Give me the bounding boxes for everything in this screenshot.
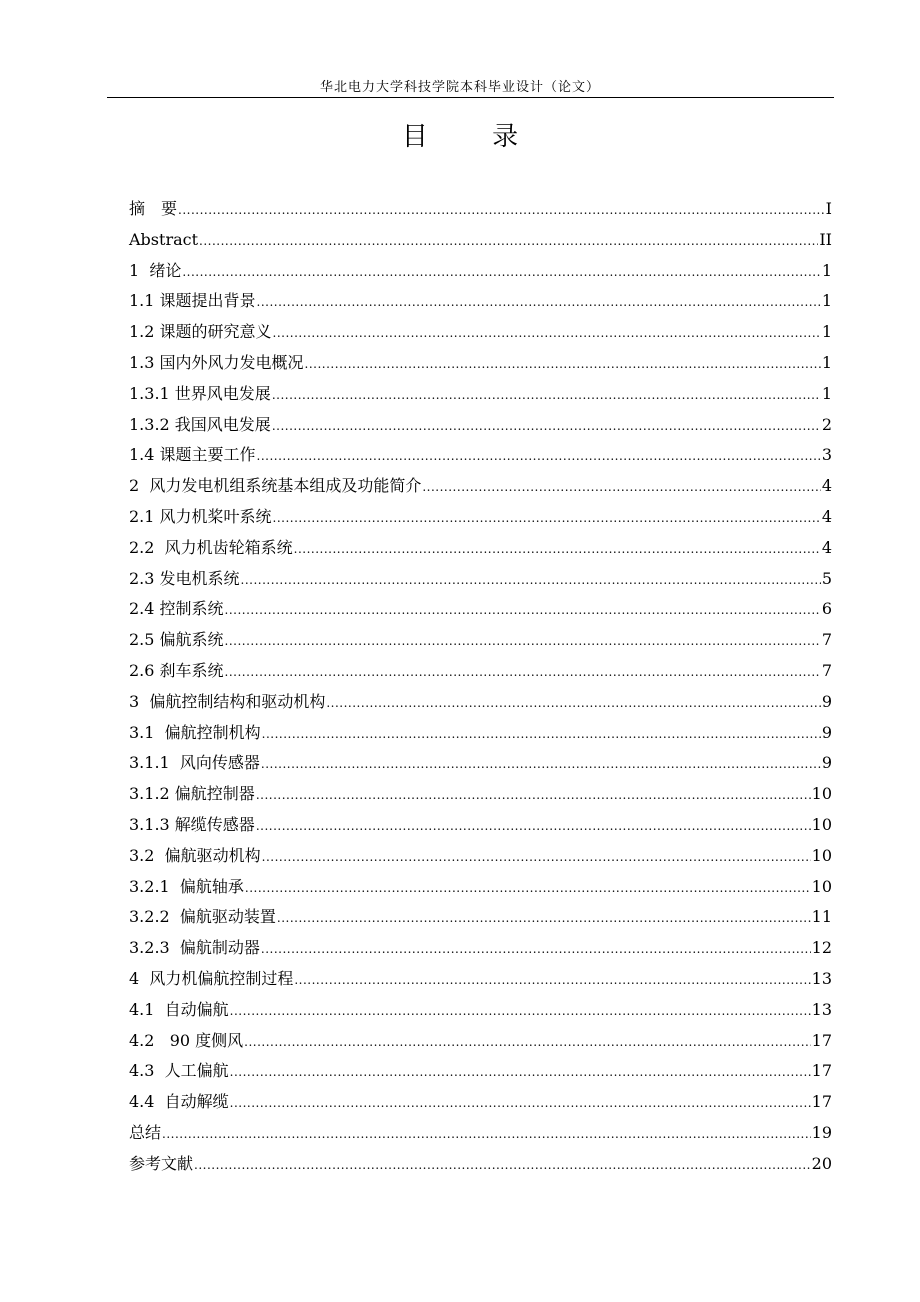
toc-entry[interactable] [129, 718, 832, 749]
toc-entry-label: 1.3.1 世界风电发展 [129, 383, 271, 403]
toc-entry-label: 4.1 自动偏航 [129, 999, 229, 1019]
toc-dot-leader [272, 411, 821, 442]
toc-entry-label: 3 偏航控制结构和驱动机构 [129, 691, 326, 711]
toc-dot-leader [245, 873, 811, 904]
toc-entry-page-number: 17 [811, 1092, 832, 1112]
toc-entry[interactable] [129, 1149, 832, 1180]
toc-entry-label: 2.4 控制系统 [129, 599, 224, 619]
toc-entry-page-number: 10 [811, 876, 832, 896]
toc-dot-leader [225, 595, 821, 626]
toc-entry-page-number: 20 [811, 1153, 832, 1173]
toc-entry-label: 总结 [129, 1122, 162, 1142]
toc-dot-leader [273, 318, 821, 349]
toc-entry-page-number: 1 [821, 352, 832, 372]
toc-entry[interactable] [129, 533, 832, 564]
toc-dot-leader [199, 226, 818, 257]
toc-entry[interactable] [129, 317, 832, 348]
toc-dot-leader [225, 626, 821, 657]
toc-entry-page-number: 12 [811, 938, 832, 958]
toc-dot-leader [257, 287, 821, 318]
toc-entry-page-number: 4 [821, 506, 832, 526]
toc-entry-page-number: 10 [811, 845, 832, 865]
toc-entry-label: 1.4 课题主要工作 [129, 445, 256, 465]
page-header: 华北电力大学科技学院本科毕业设计（论文） [319, 80, 600, 95]
toc-dot-leader [256, 811, 811, 842]
toc-dot-leader [230, 996, 811, 1027]
toc-entry[interactable] [129, 841, 832, 872]
toc-entry-label: 1.3.2 我国风电发展 [129, 414, 271, 434]
toc-entry-page-number: 9 [821, 753, 832, 773]
toc-entry-page-number: I [825, 199, 832, 218]
toc-entry-label: 3.1.3 解缆传感器 [129, 814, 255, 834]
toc-entry-page-number: 4 [821, 476, 832, 496]
toc-entry[interactable] [129, 625, 832, 656]
toc-entry[interactable] [129, 872, 832, 903]
toc-entry[interactable] [129, 410, 832, 441]
toc-entry[interactable] [129, 656, 832, 687]
toc-entry[interactable] [129, 964, 832, 995]
toc-entry[interactable] [129, 379, 832, 410]
toc-entry[interactable] [129, 1026, 832, 1057]
toc-entry-page-number: 5 [821, 568, 832, 588]
table-of-contents [129, 194, 832, 1180]
toc-entry-page-number: 2 [821, 414, 832, 434]
toc-entry[interactable] [129, 779, 832, 810]
toc-entry[interactable] [129, 471, 832, 502]
toc-entry-label: 2 风力发电机组系统基本组成及功能简介 [129, 476, 422, 496]
toc-dot-leader [294, 965, 810, 996]
toc-entry-label: Abstract [129, 229, 199, 249]
toc-entry-label: 2.6 刹车系统 [129, 660, 224, 680]
toc-entry-label: 2.2 风力机齿轮箱系统 [129, 537, 293, 557]
toc-entry[interactable] [129, 1056, 832, 1087]
toc-dot-leader [326, 688, 820, 719]
toc-entry-page-number: 19 [811, 1122, 832, 1142]
toc-entry[interactable] [129, 933, 832, 964]
toc-entry-label: 3.1.2 偏航控制器 [129, 784, 255, 804]
toc-entry[interactable] [129, 1087, 832, 1118]
toc-entry-page-number: 10 [811, 814, 832, 834]
toc-entry-page-number: 11 [811, 907, 832, 927]
toc-entry[interactable] [129, 440, 832, 471]
toc-entry-label: 2.5 偏航系统 [129, 630, 224, 650]
toc-dot-leader [422, 472, 820, 503]
toc-dot-leader [256, 780, 811, 811]
toc-entry[interactable] [129, 995, 832, 1026]
toc-entry-label: 4.3 人工偏航 [129, 1061, 229, 1081]
toc-entry-page-number: 9 [821, 722, 832, 742]
toc-entry[interactable] [129, 348, 832, 379]
toc-entry-page-number: 10 [811, 784, 832, 804]
toc-entry-page-number: 7 [821, 630, 832, 650]
toc-entry-label: 2.3 发电机系统 [129, 568, 240, 588]
toc-entry-label: 3.2.2 偏航驱动装置 [129, 907, 276, 927]
toc-entry[interactable] [129, 194, 832, 225]
toc-dot-leader [272, 380, 821, 411]
toc-entry[interactable] [129, 687, 832, 718]
toc-entry-label: 4 风力机偏航控制过程 [129, 968, 294, 988]
toc-entry-label: 3.2 偏航驱动机构 [129, 845, 261, 865]
toc-entry-page-number: 9 [821, 691, 832, 711]
toc-entry[interactable] [129, 1118, 832, 1149]
toc-entry-page-number: 13 [811, 999, 832, 1019]
toc-dot-leader [305, 349, 821, 380]
toc-entry-label: 4.2 90 度侧风 [129, 1030, 244, 1050]
toc-entry[interactable] [129, 286, 832, 317]
toc-entry-page-number: 7 [821, 660, 832, 680]
toc-entry-label: 1 绪论 [129, 260, 182, 280]
toc-dot-leader [262, 842, 811, 873]
toc-dot-leader [230, 1088, 811, 1119]
header-divider [107, 97, 834, 98]
toc-entry-label: 3.1.1 风向传感器 [129, 753, 260, 773]
toc-dot-leader [230, 1057, 811, 1088]
toc-entry-page-number: 1 [821, 383, 832, 403]
toc-dot-leader [225, 657, 821, 688]
toc-entry-page-number: 6 [821, 599, 832, 619]
toc-entry-label: 1.2 课题的研究意义 [129, 322, 272, 342]
toc-dot-leader [261, 749, 821, 780]
toc-entry[interactable] [129, 594, 832, 625]
toc-entry-label: 1.1 课题提出背景 [129, 291, 256, 311]
toc-entry-page-number: 17 [811, 1061, 832, 1081]
toc-entry-label: 3.1 偏航控制机构 [129, 722, 261, 742]
toc-entry-page-number: 1 [821, 291, 832, 311]
toc-dot-leader [294, 534, 821, 565]
toc-dot-leader [261, 934, 811, 965]
toc-entry-label: 4.4 自动解缆 [129, 1092, 229, 1112]
toc-entry[interactable] [129, 256, 832, 287]
toc-entry-page-number: 17 [811, 1030, 832, 1050]
toc-entry-page-number: 4 [821, 537, 832, 557]
toc-entry-label: 3.2.3 偏航制动器 [129, 938, 260, 958]
toc-dot-leader [241, 565, 821, 596]
toc-dot-leader [273, 503, 821, 534]
toc-entry[interactable] [129, 502, 832, 533]
toc-entry-page-number: 1 [821, 260, 832, 280]
toc-dot-leader [244, 1027, 810, 1058]
toc-entry-label: 摘 要 [129, 199, 178, 218]
toc-entry-page-number: 3 [821, 445, 832, 465]
toc-entry-page-number: II [819, 229, 832, 249]
toc-dot-leader [178, 195, 825, 226]
toc-entry-label: 1.3 国内外风力发电概况 [129, 352, 304, 372]
toc-dot-leader [257, 441, 821, 472]
toc-entry-label: 2.1 风力机桨叶系统 [129, 506, 272, 526]
toc-dot-leader [194, 1150, 811, 1181]
toc-entry-label: 3.2.1 偏航轴承 [129, 876, 244, 896]
toc-dot-leader [262, 719, 821, 750]
toc-entry[interactable] [129, 564, 832, 595]
toc-entry-page-number: 13 [811, 968, 832, 988]
toc-entry-label: 参考文献 [129, 1153, 194, 1173]
toc-entry[interactable] [129, 748, 832, 779]
page-title: 目 录 [401, 122, 547, 152]
toc-entry[interactable] [129, 225, 832, 256]
toc-dot-leader [162, 1119, 811, 1150]
toc-entry[interactable] [129, 902, 832, 933]
toc-dot-leader [182, 257, 820, 288]
toc-entry-page-number: 1 [821, 322, 832, 342]
toc-entry[interactable] [129, 810, 832, 841]
toc-dot-leader [277, 903, 811, 934]
